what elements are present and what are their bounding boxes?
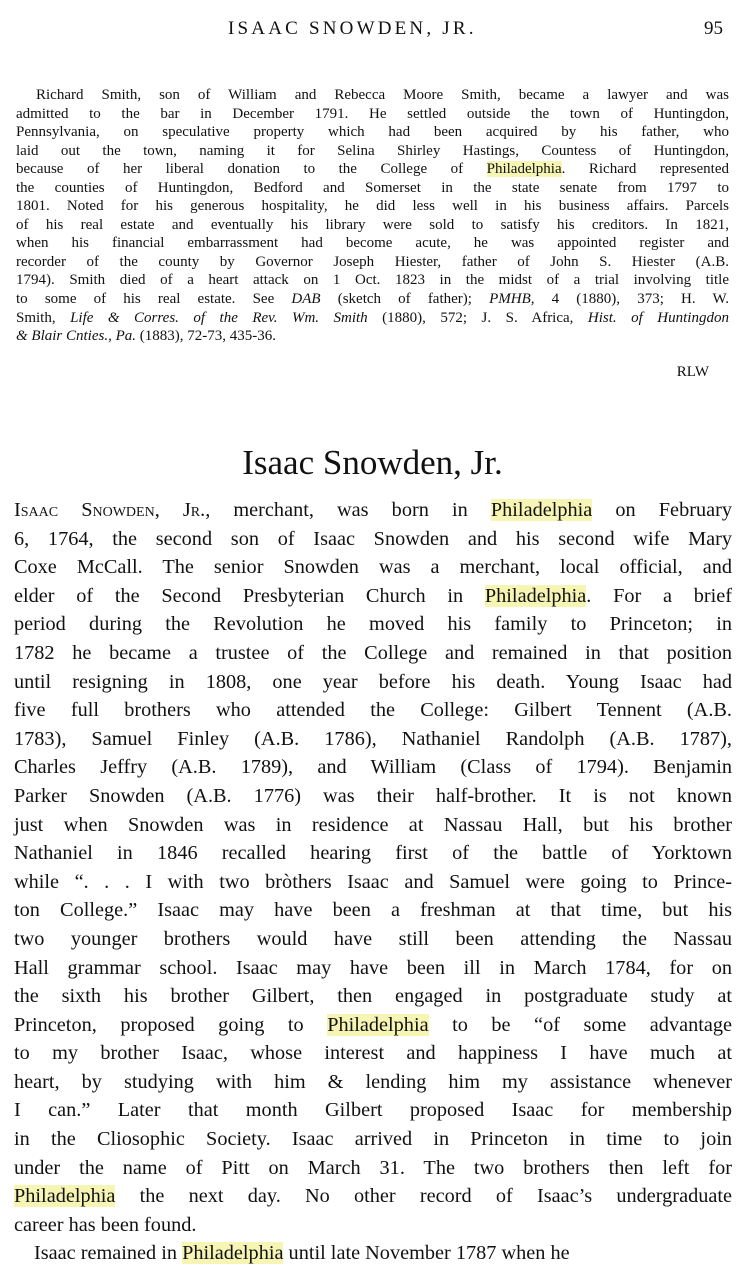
text-run: 1782 he became a trustee of the College and remained in that position — [14, 641, 732, 664]
text-run: while “. . . I with two bròthers Isaac and Samuel were going to Prince- — [14, 870, 732, 893]
text-run: Princeton, proposed going to — [14, 1013, 328, 1036]
text-run: Smith, — [16, 309, 71, 326]
text-line — [14, 839, 732, 868]
text-run: Nathaniel in 1846 recalled hearing first of the battle of Yorktown — [14, 842, 732, 865]
text-run: to some of his real estate. See — [16, 291, 292, 308]
text-line — [16, 253, 729, 272]
text-line — [16, 216, 729, 235]
text-run: period during the Revolution he moved his family to Princeton; in — [14, 613, 732, 636]
text-line — [14, 725, 732, 754]
text-line — [14, 582, 732, 611]
text-run: until late November 1787 when he — [283, 1242, 570, 1265]
text-run: elder of the Second Presbyterian Church in — [14, 584, 485, 607]
text-run: because of her liberal donation to the College of — [16, 161, 487, 178]
text-run: . Richard represented — [561, 161, 729, 178]
search-highlight: Philadelphia — [484, 584, 587, 607]
text-line — [16, 142, 729, 161]
text-run: five full brothers who attended the College: Gilbert Tennent (A.B. — [14, 699, 732, 722]
text-line — [16, 309, 729, 328]
text-run: 1783), Samuel Finley (A.B. 1786), Nathaniel Randolph (A.B. 1787), — [14, 727, 732, 750]
italic-citation: PMHB — [489, 291, 531, 308]
text-run: recorder of the county by Governor Joseph Hiester, father of John S. Hiester (A.B. — [16, 253, 729, 270]
text-run: Isaac remained in — [34, 1242, 183, 1265]
text-run: Hall grammar school. Isaac may have been ill in March 1784, for on — [14, 956, 732, 979]
text-run: when his financial embarrassment had become acute, he was appointed register and — [16, 235, 729, 252]
text-run: , 4 (1880), 373; H. W. — [530, 291, 729, 308]
search-highlight: Philadelphia — [182, 1242, 284, 1265]
text-run: 6, 1764, the second son of Isaac Snowden and his second wife Mary — [14, 527, 732, 550]
italic-citation: Life & Corres. of the Rev. Wm. Smith — [70, 309, 368, 326]
text-line — [14, 553, 732, 582]
text-run: heart, by studying with him & lending him my assistance whenever — [14, 1070, 732, 1093]
text-line — [14, 1239, 732, 1268]
text-run: until resigning in 1808, one year before his death. Young Isaac had — [14, 670, 732, 693]
text-line — [14, 1125, 732, 1154]
text-run: 1794). Smith died of a heart attack on 1 Oct. 1823 in the midst of a trial involving title — [16, 272, 729, 289]
text-line — [14, 1211, 732, 1240]
text-run: admitted to the bar in December 1791. He settled outside the town of Huntingdon, — [16, 105, 729, 122]
text-run: career has been found. — [14, 1213, 197, 1236]
text-line — [16, 123, 729, 142]
text-line — [14, 811, 732, 840]
text-run: (1880), 572; J. S. Africa, — [367, 309, 588, 326]
text-line — [16, 290, 729, 309]
text-line — [14, 954, 732, 983]
search-highlight: Philadelphia — [327, 1013, 429, 1036]
search-highlight: Philadelphia — [486, 161, 562, 178]
text-run: to my brother Isaac, whose interest and happiness I have much at — [14, 1042, 732, 1065]
text-line — [16, 105, 729, 124]
text-run: just when Snowden was in residence at Nassau Hall, but his brother — [14, 813, 732, 836]
text-line — [14, 868, 732, 897]
text-run: under the name of Pitt on March 31. The two brothers then left for — [14, 1156, 732, 1179]
text-line — [14, 496, 732, 525]
text-line — [14, 982, 732, 1011]
search-highlight: Philadelphia — [490, 499, 593, 521]
text-run: Pennsylvania, on speculative property which had been acquired by his father, who — [16, 124, 729, 141]
text-line — [16, 86, 729, 105]
text-run: ton College.” Isaac may have been a freshman at that time, but his — [14, 899, 732, 922]
text-run: to be “of some advantage — [428, 1013, 733, 1036]
running-title: ISAAC SNOWDEN, JR. — [228, 18, 477, 39]
italic-citation: & Blair Cnties., Pa. — [16, 328, 136, 345]
text-run: in the Cliosophic Society. Isaac arrived in Princeton in time to join — [14, 1128, 732, 1151]
text-run: 1801. Noted for his generous hospitality, he did less well in his business affairs. Parcels — [16, 198, 729, 215]
text-line — [14, 1011, 732, 1040]
text-run: I can.” Later that month Gilbert proposed Isaac for membership — [14, 1099, 732, 1122]
text-run: . For a brief — [586, 584, 732, 607]
italic-citation: Hist. of Huntingdon — [587, 309, 729, 326]
text-line — [14, 925, 732, 954]
text-line — [16, 197, 729, 216]
text-line — [16, 234, 729, 253]
text-line — [14, 1154, 732, 1183]
article-body — [14, 496, 732, 1268]
subject-name: Isaac Snowden, Jr. — [14, 499, 206, 521]
text-run: Richard Smith, son of William and Rebecca Moore Smith, became a lawyer and was — [36, 87, 729, 103]
previous-biography-note — [16, 86, 729, 346]
text-line — [14, 1182, 732, 1211]
text-run: laid out the town, naming it for Selina Shirley Hastings, Countess of Huntingdon, — [16, 142, 729, 159]
text-run: , merchant, was born in — [205, 499, 491, 521]
text-run: the counties of Huntingdon, Bedford and Somerset in the state senate from 1797 to — [16, 179, 729, 196]
text-line — [16, 327, 729, 346]
running-head — [0, 18, 745, 42]
text-line — [16, 179, 729, 198]
text-line — [14, 896, 732, 925]
text-run: two younger brothers would have still been attending the Nassau — [14, 927, 732, 950]
text-line — [14, 668, 732, 697]
text-run: (1883), 72-73, 435-36. — [136, 328, 276, 345]
text-line — [16, 271, 729, 290]
text-line — [14, 1068, 732, 1097]
text-line — [16, 160, 729, 179]
article-title: Isaac Snowden, Jr. — [242, 443, 503, 482]
text-line — [14, 639, 732, 668]
text-line — [14, 1096, 732, 1125]
page-number: 95 — [704, 18, 723, 39]
text-run: Coxe McCall. The senior Snowden was a merchant, local official, and — [14, 556, 732, 579]
text-line — [14, 610, 732, 639]
text-run: of his real estate and eventually his library were sold to satisfy his creditors. In 1821, — [16, 216, 729, 233]
text-run: the next day. No other record of Isaac’s undergraduate — [115, 1185, 732, 1208]
text-line — [14, 753, 732, 782]
text-run: Parker Snowden (A.B. 1776) was their half-brother. It is not known — [14, 784, 732, 807]
text-line — [14, 525, 732, 554]
search-highlight: Philadelphia — [14, 1185, 116, 1208]
text-line — [14, 1039, 732, 1068]
text-run: the sixth his brother Gilbert, then engaged in postgraduate study at — [14, 985, 732, 1008]
text-line — [14, 696, 732, 725]
author-initials: RLW — [676, 364, 709, 380]
italic-citation: DAB — [291, 291, 321, 308]
text-line — [14, 782, 732, 811]
text-run: Charles Jeffry (A.B. 1789), and William (Class of 1794). Benjamin — [14, 756, 732, 779]
text-run: on February — [592, 499, 732, 521]
text-run: (sketch of father); — [320, 291, 490, 308]
